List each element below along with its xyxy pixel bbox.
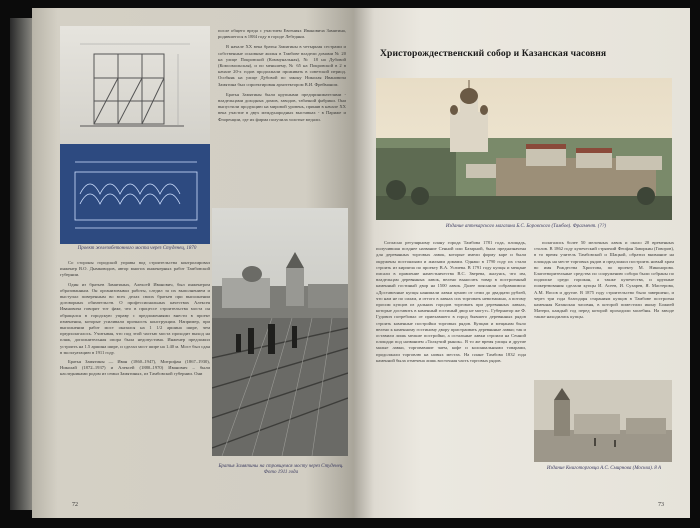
caption-panorama: Издание аптекарского магазина Б.С. Боровского (Тамбов). Фрагмент. (??) (445, 224, 607, 229)
blueprint-drawing (60, 26, 210, 144)
left-col2 (60, 260, 210, 500)
cathedral-panorama-photo (376, 78, 672, 220)
caption-street-photo: Издание Книготорговца А.С. Смирнова (Москва). 8 А (546, 466, 662, 471)
blueprint-blue-plan (60, 144, 210, 244)
caption-blueprint: Проект железобетонного моста через Студенец, 1870 (77, 246, 197, 251)
open-book (10, 8, 694, 520)
street-chapel-photo (534, 380, 672, 462)
bridge-blueprint-image (60, 26, 210, 244)
caption-bridge-photo: Братья Замятины на строящемся мосту через Студенец. Фото 1911 года (218, 464, 344, 475)
left-col2-para-3: Братья Замятины — Иван (1860–1947), Митрофан (1867–1930), Николай (1872–1937) и Алексей (1880–1970) Иванович – были наследниками родом из семьи Замятиных, из Тамбовской губернии. Они (60, 359, 210, 377)
left-col2-para-2: Один из братьев Замятиных, Алексей Иванович, был инженером образованным. Он организовывал работы, следил за их выполнением и выступал поверенным во всех делах своих братьев при выполнении договорных обязательств. О профессиональных качествах Алексея Ивановича говорит тот факт, что в процессе строительства моста он обращался в городскую управу с предложениями внести в проект изменения, которые усиливали прочность конструкции. Например, при выполнении работ мост оказался на 1 1/2 аршина шире, чем предполагалось. Учитывая, что под этой частью моста проходит выход на пляж, дополнительная опора была недопустима. Инженер предложил устроить на 1.5 аршина шире, и сделал мост шире на 1.40 м. Мост был сдан в эксплуатацию в 1911 году. (60, 281, 210, 355)
left-col2-para-1: Со стороны городской управы вод строительства контролировал инженер В.О. Дымковидов, автор многих инженерных работ Тамбовской губернии. (60, 260, 210, 278)
left-col1 (218, 28, 346, 206)
right-col2 (534, 240, 674, 370)
left-top-text: после общего вреда с участием Евгениях Ивановича Замятина, родившегося в 1884 году в городе Лебедяни. (218, 28, 346, 40)
left-col1-para-2: Братья Замятины были крупными предпринимателями - владельцами доходных домов, заводов, табачной фабрики. Они выпустили продукцию на мировой уровень, приняв в начале XX века участие в двух международных выставках - в Париже и Флоренции, где их фирма получила золотые медали. (218, 91, 346, 122)
bridge-construction-photo (212, 208, 348, 456)
right-page-number: 73 (658, 502, 664, 508)
chapter-title: Христорождественский собор и Казанская часовня (380, 48, 607, 59)
left-col1-para-1: В начале XX века братья Замятины в четырьмя сестрами и собственные основные жилья в Тамбове владели домами № 20 на улице Покровской (Коммунальная), № 18 на Дубовой (Комсомольская), и по меньшему, № 65 на Покровской в 2 в начале 20-х годов продолжали проживать в советской период. Особняк на улице Дубовой по закону Николая Ивановича Замятина был спроектирован архитектором В.И. Фрейманом. (218, 44, 346, 87)
left-page (32, 8, 354, 518)
right-col2-para: полагались более 50 мелочных лавок и около 20 временных столов. В 1862 году купеческий стряпчий Феофан Заворкин (Говоров), в то время учитель Тамбовской и Шацкой, обратил внимание на площадь на месте торговых рядов и предложил построить новый храм во имя Рождества Христова, по проекту М. Никонорова. Благотворительные средства по сооружению собора были собраны по подписке среди горожан, а также купечества, и крупные пожертвования сделали купцы И. Асеев, И. Сухарев, Я. Мастерова, А.М. Носов и другие. В 1875 году строительство было завершено, и через три года благодаря стараниям купцов в Тамбове построена каменная Казанская часовня, в которой поместили икону Божией Матери, каждый год перед которой проходили молебны. На заводе также находились купцы. (534, 240, 674, 320)
left-page-number: 72 (72, 502, 78, 508)
right-col1-para: Согласно регулярному плану города Тамбова 1781 года, площадь, получившая позднее название Сенной или Базарной, была предназначена для деревянных торговых лавок, которые имели форму каре и были окружены постоялыми и жилыми домами. Однако в 1790 году их стали строить из кирпича по проекту В.А. Усачева. В 1791 году купцы и мещане писали в правление наместничества В.С. Зверева, жалуясь, что им, владельцам деревянных лавок, велено выносить товар в построенный каменный гостиный двор на 1500 лавок. Далее пояснили собравшимся: «Доставочные купцы нанимали лавки ценою от семи до двадцати рублей, что нам не по силам, и оттого в лавках сих торговать невозможно, а потому просим купцов из дальних городов торговать при деревянных лавках, которые доставить в каменный гостиный двор не могут». Губернатор же Ф. Гудович потребовал от приехавшего в город бывшего деревянных рядов строить каменные постройки торговых рядов. Купцам и мещанам было велено к каменному гостиному двору пристраивать деревянные лавки; так и оставили лишь мелкие постройки, а остальные лавки строили на Сенной площади под названием «Толкучий рынок». В то же время улицы и другие малые лавки, торговавшие чаем, кофе и колониальными товарами, продолжали торговлю на новых местах. На плане Тамбова 1832 года каменной была отмечена лишь восточная часть торговых рядов. (376, 240, 526, 363)
right-col1 (376, 240, 526, 500)
right-page (354, 8, 690, 518)
